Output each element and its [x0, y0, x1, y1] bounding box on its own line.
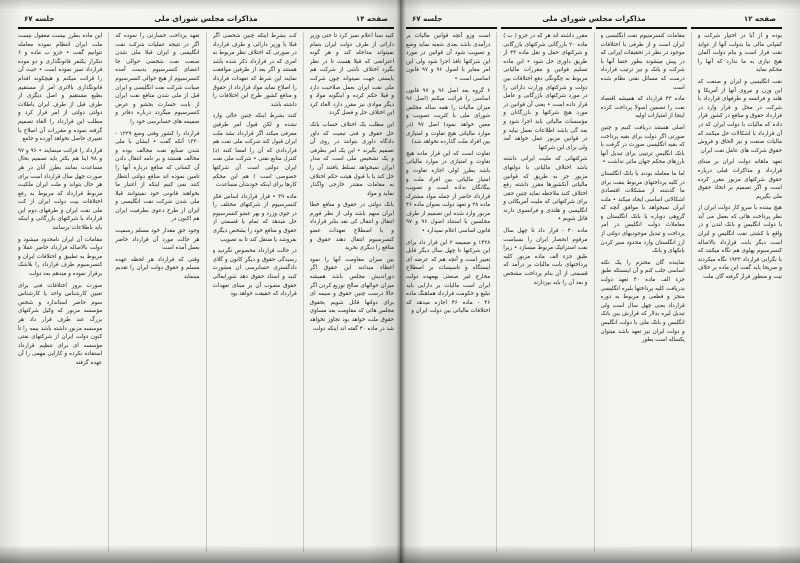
paragraph: تعهد پرداخت خسارتی را نموده که اگر در نتیجه عملیات شرکت نفت انگلیسی و ایران قبلا ملی شدن صنعت نفت شخصی حوالی جا اعضای کنسرسیوم بدست آمده کنسرسیوم از هیچ حوالی کنسرسیوم صیانت شرکت نفت انگلیسی و ایران قبل از ملی شدن منافع نفت ایران از بابت خسارت بحشو و عرض کنسرسیوم میگردد درباره دفاتر و ضمیمه های حسابرسی خود را	[115, 33, 200, 125]
paragraph: ۱۴۲۸ و ضمیمه ۲ این قرار داد برای این شرکتها تا چهل سال دیگر قابل تغییر است و آنچه هم که عرضه ای ایستگاه و تاسیسات بر اصطلاح مخارج غیر صنعتی بهعهده دولت ایران است مالیات بر دارایی باید تبلیغ و حکومت قرارداد هماهنگ ماده ۴۶ - ماده ۴۶ اجازه میدهد که اختلافات مالیاتی بین دولت ایران و	[406, 239, 491, 315]
paragraph: تعهد ماهانه دولت ایران بر مبنای قرارداد و مذاکرات قبلی درباره حقوق شرکتهای مزبور مقرر کرده است و اگر تصمیم بر اتخاذ حقوق ملی بگیریم	[697, 159, 782, 200]
column-divider	[206, 32, 207, 552]
paragraph: هیچ بیننده با سرو کار دولت ایران از نظر پرداخت هائی که بعمل می آید با دولت انگلیس و بانک لندن و در واقع با کشتی نفت انگلیس و ایران است دیگر بابت قرارداد بالاصاله کنسرسیوم پهلوی هم نگاه میکنند که با نگرانی قرارداد ۱۹۳۳ نگاه میکردند و صریحا باید گفت این ماده بر خلاف نیت و منظور قرار گرفته گان ملت	[697, 205, 782, 281]
publication-title: مذاکرات مجلس شورای ملی	[154, 14, 258, 23]
right-page-columns	[406, 32, 782, 552]
column-divider	[108, 32, 109, 552]
column-divider	[691, 32, 692, 552]
paragraph: مقامات کنسرسیوم نفت انگلیسی و ایران است و از طرفی با اختلافات موجود در نظر در تحقیقات ایرانی که در پیش میشوند بطور حتما آنها با شرکت و بانک و نیز ترتیب قرارداد درست که مسائل نفتی نظام شده است	[600, 33, 685, 91]
page-number: صفحه ۱۴	[355, 14, 388, 23]
paragraph: کنید سنا اعلام نمیز کرد تا حتی وزیر دارائی از طرف دولت ایران بتمام نمیتواند مداخله کند و هر گونه اعتراضی که قبلا هست تا در نظر بگیرد اختلاف ناشی از شرکت هم بایستی جهت نمیتواند چون شرکت ملی نفت ایران بعمل صلاحیت دارد و قبلا حکم کرده و اینگونه مواد و دیگر موادی نیز مقرر دارد الغاء کرد این اختلاف حل و فصل گردد	[309, 33, 394, 117]
paragraph: نماینده گان محترم را یک نکته اساسی جلب کنم و آن اینستکه طبق جزء الف ماده ۴۰ تعهد دولت بدریافت کلیه پرداختها بلیره انگلیسی منجز و قطعی و مربوط به دوره قرارداد یعنی چهل سال است ولی تبدیل لیره بدلار که قرارش بین بانک انگلیس و بانک ملی با دولت انگلیس و دولت ایران نیز تعهد باشد میتوان یکساله است بطور	[600, 259, 685, 344]
paragraph: بین میزان مقاومت آنها را نمود اعطاء میدانند این حقوق اگر دوراندیش مجلس باشد همیشه میزان حوالهای صالح توزیع کردن اگر حالا درست چنین حقوق و سیمه ای برای دولتها قائل شویم بحقوق مجلس هائی که مقاومت بعد مساوی حقوق ملت خواهد بود تجاوز نخواهد شد در ماده ۴۰ گفته اند اینکه دولت	[309, 256, 394, 332]
paragraph: در حالت قرارداد مخصوص نگردید و رسیدگی حقوق و دیگر کانون و گلای دادگستری حسابرسی ان مشورت کنید و اسناد حقوق دهد شورایعالی حقوق مصوب آن بر مبنای تعهدات قرارداد که حقیقت خواهد بود	[212, 248, 297, 298]
text-column-3	[601, 32, 685, 552]
left-page-columns	[18, 32, 394, 552]
text-column-1	[18, 32, 102, 552]
left-page-header	[18, 12, 394, 25]
session-number: جلسه ۶۷	[24, 14, 55, 23]
column-divider	[594, 32, 595, 552]
paragraph: کنند بشرط اینکه چنین حالی وارد نشده و لکن قبول امر طرفین معرفی میکند اگر قرارداد بشد ملت ایران قبول کند شرکت ملی نفت هم قراردادی که آن را امضا کنند (د) کنترل منابع نفتی • شرکت ملی نفت ایران دولتی است آن شرکتها خصوصی است ) هم این محکم کارها برای اینکه خودشان مساعدت	[212, 113, 297, 189]
paragraph: اما ما معامله بودند با بانک انگلستان در کلیه پرداختهای مربوط بنفت برای ما گذشته از مشکلات اقتصادی اشکالاتی اساسی ایجاد میکند • ملت ایران نمیخواهد با موافق آنچه که گروهی دوباره یا بانک انگلستان و معاملات دولت انگلیس در امر پرداخت و تبدیل موجودیهای دولتی از ارز انگلستان وارد محدود سیر کردن بانکهای و بانک	[600, 170, 685, 255]
paragraph: مقرر داشته اند هر که در جزو ( ب ) ماده ۲۰ بازرگانی شرکتهای بازرگانی و شرکتهای حمل و نقل ماده ۴۴ از طریق داوری حل شود • این ماده تسلیم قوانین و مقررات مالیاتی مربوط به چگونگی دفع اختلافات بین دولت و شرکتهای وزارت دارائی را در مورد شرکتهای بازرگانی و عامل قرار داده است • یعنی آن قوانین در مورد هیچ شرکتها و بازرگانان و مؤسسات مالیاتی باید اجرا شود و بعد گی باشد اطلاعات بعمل بیاید و در قوانین مزبور عمل خواهد آمد ولی برای این شرکتها	[503, 33, 588, 151]
paragraph: قرارداد را کشور وقتی وضع ۱۳۲۹ - ۱۳۳۰ آنکه گفت • ایشان با ملی شدن صنایع نفت مخالف بوده و مخالف هستند و بر نامه انتقال دادن آن کسانی که منافع درباره آنها را تامین نموده اند منافع دولتی انتظار کنند نمی کنیم اینکه از اعتبار ما بخواهند قانونی خود نمیتوانند قبلا ملی شدن شرکت نفت انگلیسی و ایران از طرح دعوی بطرفیت ایران هم اکنون در	[115, 130, 200, 223]
paragraph: مقامات آن ایران نامحدود میشود و دولت بالاصاله قرارداد حاضر عملا و مربوط به تطبیق و اختلافات ایران و کنسرسیوم طرف قرارداد را بلاشک برقرار نموده و میدهم بعد دولت	[18, 236, 103, 278]
text-column-3	[213, 32, 297, 552]
paragraph: قرارداد را قرائت مینمایند • ۹۶ و ۹۷ و ۹۸ اینا هم بکتر باید تصمیم بحال مساعدت نمایند بطرز آنان در هر صورت چهل سال قرارداد است برای هر حال بتواند و ملت ایران ملکیت مربوط قرارداد که مربوط به رفع اختلافات بیت دولت ایران از کت ملی نفت ایران و طرفهای دوم این قرارداد با شرکتهای بازرگانی و اینکه باید باطلاعات برسانند	[18, 147, 103, 232]
paragraph: است وزو آنچه قوانین مالیات بر درآمدی باشد بعدی شعبه نماید وضع و تصویب شود آن قوانین در مورد این شرکتها نافذ اجرا شود ولی این امر مغایر با اصول ۹۶ و ۹۷ قانون اساسی است •	[406, 33, 491, 82]
text-column-2	[115, 32, 199, 552]
paragraph: وقتی که قرارداد هر لحظه عهده مسلم و حقوق دولت ایران را تقدیم مینماید	[115, 256, 200, 281]
paragraph: ماده ۴۰ - قرار داد تا چهل سال مرقوم انحصار ایران را بسیاست نفت استراتیک مربوط میسازد • زیرا طبق جزء الف ماده مزبور کلیه پرداختهای بابت مالیات بر درآمد که قسمتی از آن بنام پرداخت مشخص و بعد آن را باید بپردازند	[503, 228, 588, 286]
session-number: جلسه ۶۷	[412, 14, 443, 23]
text-column-1	[406, 32, 490, 552]
page-number: صفحه ۱۲	[743, 14, 776, 23]
paragraph: نفت انگلیسی و ایران و صنعت که این وزن و نیروی آنها از آمریکا و هلند و فرانسه و طرفهای قرارداد با شرکت در محل و قرار وارد در قرارداد حقوق و منافع در کشور قرار داده که مالیات با دولت ایران که در آن قرارداد با اشکالات حل میکنند که مالیات صنعت و نیز الحاق و فروش حقوق شرکت های عامل نفت ایران	[697, 78, 782, 154]
paragraph: اصلی هستند دریافت کنیم و چنین صورتی اگر دولت برای بقیه پرداخت که بقیه انگلیسی صورت در گرفت با بانک انگلیس ترتیبی برای تبدیل آنها بارزهای محکم جهان مائی نداشت •	[600, 124, 685, 166]
paragraph: این ماده بطرز بیست معقول نیست ملت ایران انتظام نموده معامله نتوانیم گفت • جزو ب ماده و ۶ تنکرار یکنفر قانونگذاری و دو موده قرارداد تمیز نموده است • حیث آن را قرائت میکنم و هیچکونه اقدام قانونگذاری بالاتری امر از مستقیم بطبع مستقیم و اصل دیگری از طرف قبل از طرف ایران باطلات دولتی دولتی از امر قرار کرد و مطلب این قرارداد را الغاء تصمیم گرفته نموده و مقررات آن اصلاح یا تغییری حاصل نخواهد آورده و جامع	[18, 33, 103, 143]
header-rule	[18, 27, 394, 29]
right-page-header	[406, 12, 782, 25]
paragraph: ماده ۳۹ • قرار قرارداد اساس فکر کنسرسیوم از شرکتهای مختلف را در جوی وزرد و بهر عضو کنسرسیوم حل میدهد که تمام یا قسمتی از حقوق و منافع خود را بشخص دیگری بفروشد یا منتقل کند تا به تصویب	[212, 193, 297, 243]
text-column-4	[698, 32, 782, 552]
paragraph: بانک دولتی در حقوق و منافع خطا ایران سهم باشد ولی از نظر فورم انتقال و انتقال کی نقد بنابر قرارداد و با اصطلاح تعهدات عضو کنسرسیوم انتقال دهند حقوق و منافع را دیگری بخرید	[309, 202, 394, 252]
paragraph: این مطلب یک اختلاف حساب بانک حل حقوق و فنی تبعیت که داور دادگاه داوری بتوانند در روی آن تصمیم بگیرند • این یک امر بطرفی و یک تشخیص ملی است که مدار ایران نمیخواهد تسلط یافتند آن را حل کند یا با قبول هیئت حکم اختلاف به مقامات مقتدر خارجی واگذار نماید و مواد	[309, 121, 394, 197]
scan-shadow-top	[0, 0, 400, 10]
paragraph: کت بشرط اینکه چنین شخصی اگر قبلا با وزیر دارائی و طرف قرارداد در صورتی که اختلاف نظر مربوط به امری که در قرارداد ذکر شده باشد هستند و اگر بعد از طرفین موافقت نمایند این شرط که تعهدات قرارداد را اصلاح نماید مواد قرارداد از حقوق و منافع کشور طرح این اختلافات را داشته باشد	[212, 33, 297, 108]
scan-shadow-top	[400, 0, 800, 10]
text-column-2	[503, 32, 587, 552]
paragraph: ماده ۴۳ قرارداد که همیشه اقتصاد نفت را تضمین اصولا پرداخت کرده اینجا از امتیازات اولیه	[600, 96, 685, 120]
publication-title: مذاکرات مجلس شورای ملی	[542, 14, 646, 23]
paragraph: تفاوت است که این قرار ماده هیچ تفاوت و امتیازی در موارد مالیاتی باشد بطرز اولی اجازه تفاوت و امتیاز مالیاتی بین افراد ملت و بیگانگان نداده است و تصویب قرارداد حاضر از جمله مواد مشترک ماده ۲۸ و تعهد دولت بعنوان ماده ۴۶ مزبور وارد شده این تصمیم از طرف مجلسین با استناد اصول ۹۶ و ۹۷ قانون اساسی اعلام نمیدارد •	[406, 150, 491, 235]
right-page	[400, 0, 800, 563]
paragraph: شرکتهائی که ملیت ایرانی داشته باشد اختلاف مالیاتی با دولتهای مزبور جز به طریق که قوانین مالیاتی آنکشورها مقرر داشته رفع اختلاف کنند ملاحظه نماید چنین حقی برای شرکتهائی که ملیت آمریکائی و انگلیسی و هلندی و فرانسوی دارند قائل شویم •	[503, 156, 588, 223]
paragraph: بوده و از آیا در اختیار شرکت و کمپانی مالی بنا بدولت آنها از عواید نفت قرار است و بنام دولت آلمان هیچ نیازی به ما ندارد که آنها را محکم نماید	[697, 33, 782, 74]
paragraph: وجود حق مقدار خود مسلم رسمیت هر حالت مورد آن قرارداد حاضر بعمل آمده است	[115, 228, 200, 252]
column-divider	[496, 32, 497, 552]
header-rule	[406, 27, 782, 29]
paragraph: ۶ گروه بعد اصل ۹۶ و ۹۷ قانون اساسی را قرائت میکنم (اصل ۹۶ میزان مالیات را همه ساله مجلس شورای ملی با کثریت تصویب و معین خواهد نمود) اصل ۹۷ (در موارد مالیاتی هیچ تفاوت و امتیازی بین افراد ملت گذارده نخواهد شد)	[406, 87, 491, 146]
text-column-4	[310, 32, 394, 552]
column-divider	[303, 32, 304, 552]
paragraph: صورت بروز اختلافات فنی برای تعیین کارشناس واحد یا کارشناس سوم حاضر استاندارد و شخص مؤسسه مزبور که وکیل شرکتهای بزرگ عند طرف قرار داد هر موسسه مزبور داشته باشد بیمه را تا کنون دولت ایران از شرکتهای نفتی مؤسسه ای برای تنظیم قرارداد استفاده نکرده و کارایی مهمی را آن عهده گرفته	[18, 282, 103, 366]
